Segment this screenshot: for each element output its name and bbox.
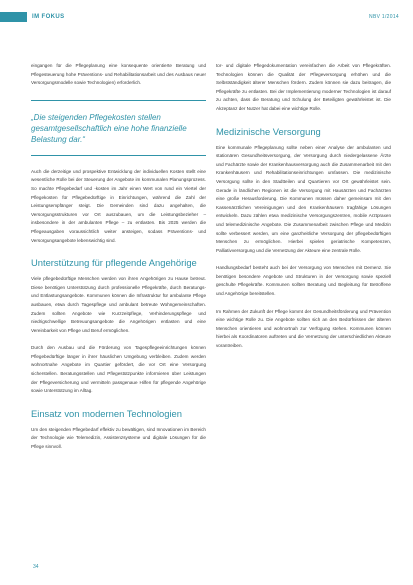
right-intro-paragraph: tor- und digitale Pflegedokumentation vereinfachen die Arbeit von Pflegekräften. Technologien können die Qualität der Pflegeversorgung erhöhen und die Selbstständigkeit älterer Menschen fördern. Zudem können sie dazu beitragen, die Pflegekräfte zu entlasten. Bei der Implementierung moderner Technologien ist darauf zu achten, dass die Beratung und Schulung der Beteiligten gewährleistet ist. Die Akzeptanz der Nutzer hat dabei eine wichtige Rolle.: [216, 63, 391, 111]
pull-quote: „Die steigenden Pflegekosten stellen gesamtgesellschaftlich eine hohe finanzielle Belastung dar.“: [31, 100, 206, 156]
left-paragraph-2: Durch den Ausbau und die Förderung von Tagespflegeeinrichtungen können Pflegebedürftige länger in ihrer häuslichen Umgebung verbleiben. Zudem werden wohnortnahe Angebote im Quartier gefördert, die vor Ort eine Versorgung sicherstellen. Beratungsstellen und Pflegestützpunkte informieren über Leistungen der Pflegeversicherung und vermitteln passgenaue Hilfen für pflegende Angehörige sowie Unterstützung im Alltag.: [31, 345, 206, 394]
issue-label: NBV 1/2014: [369, 14, 399, 20]
right-paragraph-2: Handlungsbedarf besteht auch bei der Versorgung von Menschen mit Demenz. Sie benötigen besondere Angebote und Strukturen in der Versorgung sowie speziell geschulte Pflegekräfte. Kommunen sollten Beratung und Begleitung für Betroffene und Angehörige bereitstellen.: [216, 265, 391, 297]
page-number: 34: [33, 564, 39, 570]
section-tab: [0, 12, 27, 22]
heading-support-relatives: Unterstützung für pflegende Angehörige: [31, 257, 197, 269]
right-paragraph-3: Im Rahmen der Zukunft der Pflege kommt der Gesundheitsförderung und Prävention eine wichtige Rolle zu. Die Angebote sollten sich an den Bedürfnissen der älteren Menschen orientieren und wohnortnah zur Verfügung stehen. Kommunen können hierbei als Koordinatoren auftreten und die Vernetzung der unterschiedlichen Akteure vorantreiben.: [216, 308, 391, 349]
right-column: [216, 62, 391, 360]
section-label: IM FOKUS: [32, 14, 65, 20]
right-paragraph-1: Eine kommunale Pflegeplanung sollte neben einer Analyse der ambulanten und stationären Gesundheitsversorgung, der Versorgung durch niedergelassene Ärzte und Fachärzte sowie der Krankenhausversorgung auch die Zusammenarbeit mit den Krankenhäusern und Rehabilitationseinrichtungen umfassen. Die medizinische Versorgung sollte in den Stadtteilen und Quartieren vor Ort gewährleistet sein. Gerade in ländlichen Regionen ist die Versorgung mit Hausärzten und Fachärzten eine große Herausforderung. Die Kommunen müssen daher gemeinsam mit den Kassenärztlichen Vereinigungen und den Krankenhäusern tragfähige Lösungen entwickeln. Dazu zählen etwa medizinische Versorgungszentren, mobile Arztpraxen und telemedizinische Angebote. Die Zusammenarbeit zwischen Pflege und Medizin sollte verbessert werden, um eine ganzheitliche Versorgung der pflegebedürftigen Menschen zu ermöglichen. Hierbei spielen geriatrische Kompetenzen, Palliativversorgung und die Vernetzung der Akteure eine zentrale Rolle.: [216, 144, 391, 253]
page-header: [0, 12, 65, 22]
left-column: [31, 62, 206, 461]
heading-technologies: Einsatz von modernen Technologien: [31, 407, 182, 419]
heading-medical-care: Medizinische Versorgung: [216, 125, 321, 137]
left-paragraph-3: Um den steigenden Pflegebedarf effektiv zu bewältigen, sind Innovationen im Bereich der Technologie wie Telemedizin, Assistenzsysteme und digitale Lösungen für die Pflege sinnvoll.: [31, 426, 206, 450]
left-intro-paragraph: eingangen für die Pflegeplanung eine konsequente orientierte Beratung und Pflegesteuerung hohe Präventions- und Rehabilitationsarbeit und des Ausbaus neuer Versorgungsmodelle sowie Technologien) erforderlich.: [31, 63, 206, 86]
left-paragraph-after-quote: Auch die derzeitige und prospektive Entwicklung der individuellen Kosten stellt eine wesentliche Rolle bei der Steuerung der Angebote im kommunalen Planungsprozess. So machte Pflegebedarf und -kosten im Jahr einen Wert von rund ein Viertel der Pflegekosten für Pflegebedürftige in Einrichtungen, während die Zahl der Leistungsempfänger steigt. Die Gemeinden sind dazu angehalten, die Versorgungsstrukturen vor Ort auszubauen, um die Leistungsbezieher – insbesondere in der ambulanten Pflege – zu entlasten. Bis 2025 werden die Pflegeausgaben voraussichtlich weiter ansteigen, sodass Präventions- und Versorgungsangebote lebenswichtig sind.: [31, 168, 206, 243]
left-paragraph-1: Viele pflegebedürftige Menschen werden von ihren Angehörigen zu Hause betreut. Diese benötigen Unterstützung durch professionelle Pflegekräfte, durch Beratungs- und Entlastungsangebote. Kommunen können die Infrastruktur für ambulante Pflege ausbauen, etwa durch Tagespflege und ambulant betreute Wohngemeinschaften. Zudem sollten Angebote wie Kurzzeitpflege, Verhinderungspflege und niedrigschwellige Betreuungsangebote die Angehörigen entlasten und eine Vereinbarkeit von Pflege und Beruf ermöglichen.: [31, 276, 206, 333]
